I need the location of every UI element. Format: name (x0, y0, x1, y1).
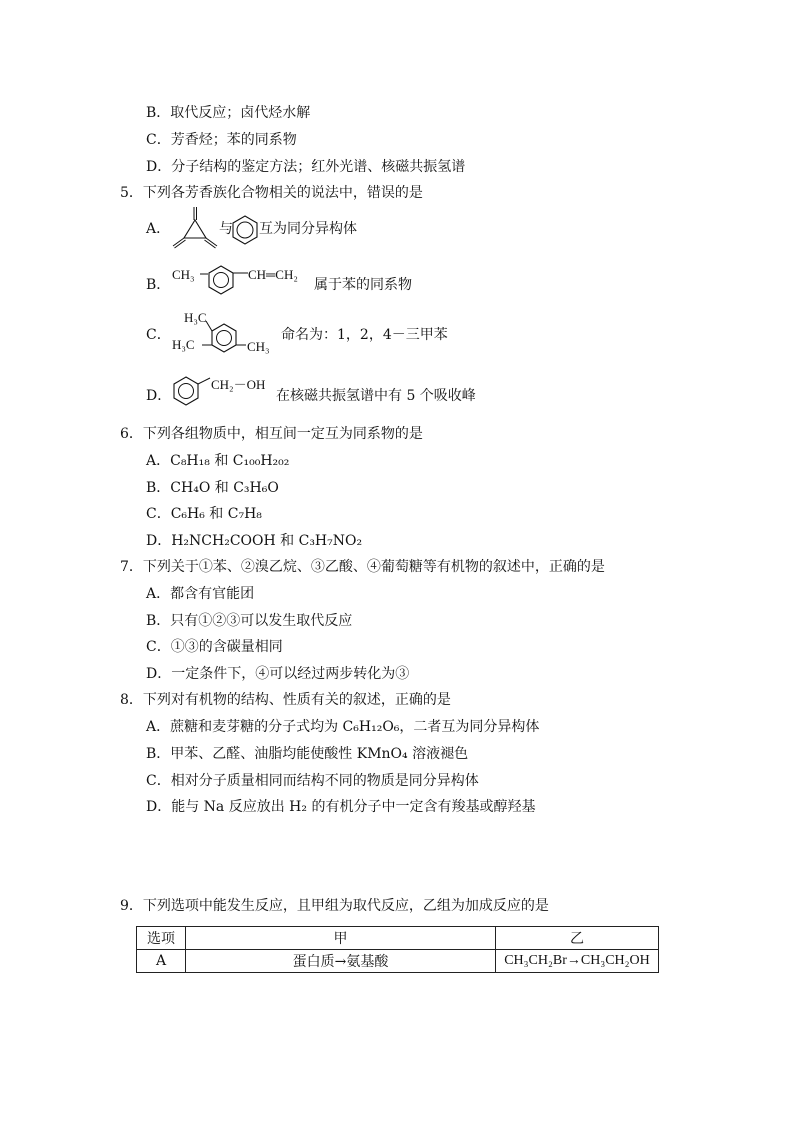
q5-d-benzyl-alcohol-structure (168, 372, 212, 412)
question-6-stem: 6．下列各组物质中，相互间一定互为同系物的是 (120, 426, 423, 442)
q5-c-methyl-top: H₃C (184, 310, 207, 325)
q6-option-d: D．H₂NCH₂COOH 和 C₃H₇NO₂ (146, 533, 363, 549)
header-option: 选项 (137, 927, 186, 950)
q5-c-text: 命名为：1，2，4－三甲苯 (281, 327, 448, 343)
q7-option-d: D．一定条件下，④可以经过两步转化为③ (146, 666, 410, 682)
prev-option-b: B．取代反应；卤代烃水解 (146, 105, 311, 121)
q8-option-a: A．蔗糖和麦芽糖的分子式均为 C₆H₁₂O₆，二者互为同分异构体 (146, 719, 540, 735)
q7-option-c: C．①③的含碳量相同 (146, 639, 283, 655)
q8-option-b: B．甲苯、乙醛、油脂均能使酸性 KMnO₄ 溶液褪色 (146, 746, 469, 762)
q7-option-b: B．只有①②③可以发生取代反应 (146, 613, 353, 629)
q5-a-trimethylenecyclopropane-structure (170, 203, 220, 249)
q8-option-d: D．能与 Na 反应放出 H₂ 的有机分子中一定含有羧基或醇羟基 (146, 799, 536, 815)
q5-d-ch2oh-group: CH₂－OH (211, 377, 266, 392)
table-row (137, 950, 659, 973)
q5-option-a-label: A． (146, 221, 171, 237)
q5-option-d-label: D． (146, 388, 172, 404)
question-7-stem: 7．下列关于①苯、②溴乙烷、③乙酸、④葡萄糖等有机物的叙述中，正确的是 (120, 559, 605, 575)
question-9-stem: 9．下列选项中能发生反应，且甲组为取代反应，乙组为加成反应的是 (120, 898, 549, 914)
header-group-yi: 乙 (496, 927, 659, 950)
q5-option-b-label: B． (146, 277, 171, 293)
q5-c-methyl-right: CH₃ (247, 339, 270, 354)
q5-option-c-label: C． (146, 327, 171, 343)
q5-c-methyl-left: H₃C (172, 337, 195, 352)
q5-c-trimethylbenzene-structure (198, 318, 254, 360)
q5-b-text: 属于苯的同系物 (314, 277, 412, 293)
q5-a-text: 互为同分异构体 (259, 221, 357, 237)
question-5-stem: 5．下列各芳香族化合物相关的说法中，错误的是 (120, 185, 423, 201)
q5-a-benzene-structure (229, 214, 261, 246)
q6-option-c: C．C₆H₆ 和 C₇H₈ (146, 506, 262, 522)
q8-option-c: C．相对分子质量相同而结构不同的物质是同分异构体 (146, 773, 479, 789)
q5-a-connector: 与 (219, 221, 233, 237)
q6-option-a: A．C₈H₁₈ 和 C₁₀₀H₂₀₂ (146, 453, 290, 469)
row-a-yi: CH₃CH₂Br→CH₃CH₂OH (496, 950, 659, 973)
q5-d-text: 在核磁共振氢谱中有 5 个吸收峰 (276, 388, 476, 404)
prev-option-c: C．芳香烃；苯的同系物 (146, 132, 297, 148)
q5-b-methyl: CH₃ (172, 267, 195, 282)
q5-b-vinyl-group: CH═CH₂ (248, 267, 298, 282)
q6-option-b: B．CH₄O 和 C₃H₆O (146, 480, 279, 496)
q5-b-vinyltoluene-structure (196, 260, 256, 302)
table-header-row (137, 927, 659, 950)
row-a-option: A (137, 950, 186, 973)
q7-option-a: A．都含有官能团 (146, 586, 255, 602)
prev-option-d: D．分子结构的鉴定方法；红外光谱、核磁共振氢谱 (146, 159, 466, 175)
header-group-jia: 甲 (186, 927, 496, 950)
row-a-jia: 蛋白质→氨基酸 (186, 950, 496, 973)
q9-answer-table (136, 926, 659, 973)
question-8-stem: 8．下列对有机物的结构、性质有关的叙述，正确的是 (120, 692, 451, 708)
